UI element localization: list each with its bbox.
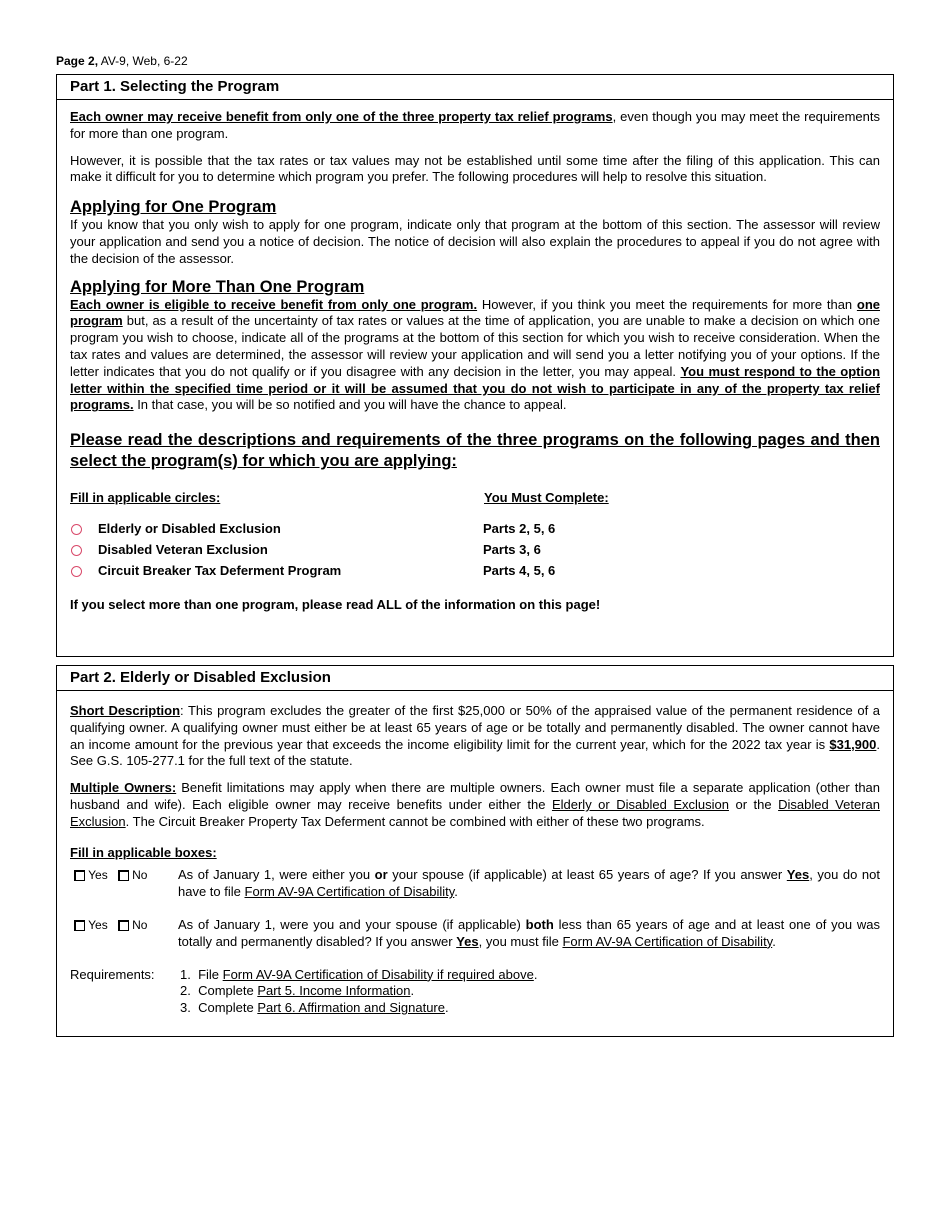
more-f: In that case, you will be so notified and you will have the chance to appeal. [133, 397, 567, 413]
one-program-text: If you know that you only wish to apply for one program, indicate only that program at the bottom of this section. The assessor will review your application and send you a notice of decision. The notice of decision will also explain the procedures to appeal if you do not agree with the decision of the assessor. [70, 217, 880, 266]
program-radio[interactable] [71, 524, 82, 535]
requirement-post: . [410, 983, 415, 999]
program-row [70, 520, 880, 541]
requirements-label: Requirements: [70, 966, 155, 982]
age-question-options [74, 867, 147, 884]
program-name: Disabled Veteran Exclusion [98, 542, 268, 558]
veteran-exclusion-link: Disabled Veteran Exclusion [70, 796, 880, 829]
program-columns-header [70, 490, 880, 510]
more-c: one program [70, 296, 881, 329]
part1-title: Part 1. Selecting the Program [57, 75, 893, 100]
q2-yes: Yes [456, 933, 479, 949]
part2-title: Part 2. Elderly or Disabled Exclusion [57, 666, 893, 691]
multiple-owners [70, 780, 880, 830]
q2-form-link: Form AV-9A Certification of Disability [562, 933, 773, 949]
requirement-link: Form AV-9A Certification of Disability if required above [222, 966, 534, 982]
q1-b: your spouse (if applicable) at least 65 years of age? If you answer [387, 867, 787, 883]
q1-yes: Yes [786, 867, 810, 883]
disability-no-checkbox[interactable] [118, 920, 129, 931]
part1-section [56, 74, 894, 657]
requirement-link: Part 6. Affirmation and Signature [257, 1000, 445, 1016]
form-id: AV-9, Web, 6-22 [100, 54, 188, 68]
heading-one-program: Applying for One Program [70, 198, 277, 217]
requirement-pre: File [198, 966, 223, 982]
multiple-owners-label: Multiple Owners: [70, 780, 177, 796]
disability-question-options [74, 917, 147, 934]
q2-c: , you must file [478, 933, 563, 949]
intro-bold: Each owner may receive benefit from only one of the three property tax relief programs [70, 109, 613, 124]
age-yes-checkbox[interactable] [74, 870, 85, 881]
income-limit-amount: $31,900 [829, 736, 877, 752]
disability-question [70, 917, 880, 951]
fill-circles-label: Fill in applicable circles: [70, 490, 221, 506]
age-question [70, 867, 880, 901]
more-programs-text [70, 297, 880, 415]
requirement-pre: Complete [198, 1000, 258, 1016]
q2-b: less than 65 years of age and at least one of you was totally and permanently disabled? If you answer [178, 916, 880, 949]
program-radio[interactable] [71, 566, 82, 577]
requirement-link: Part 5. Income Information [257, 983, 411, 999]
heading-more-programs: Applying for More Than One Program [70, 277, 365, 296]
requirement-item [180, 1000, 880, 1017]
program-list [70, 520, 880, 583]
no-label: No [132, 917, 148, 932]
program-name: Elderly or Disabled Exclusion [98, 521, 281, 537]
multiple-selection-note: If you select more than one program, please read ALL of the information on this page! [70, 597, 601, 613]
program-parts: Parts 2, 5, 6 [483, 521, 556, 537]
multiple-owners-c: . The Circuit Breaker Property Tax Deferment cannot be combined with either of these two programs. [125, 813, 705, 829]
instruction-heading: Please read the descriptions and requirements of the three programs on the following pages and then select the program(s) for which you are applying: [70, 431, 880, 471]
age-no-checkbox[interactable] [118, 870, 129, 881]
short-description-end: . See G.S. 105-277.1 for the full text of the statute. [70, 736, 880, 769]
q2-both: both [525, 916, 554, 932]
requirements [70, 967, 880, 1017]
q1-a: As of January 1, were either you [178, 867, 375, 883]
requirement-post: . [533, 966, 538, 982]
q1-c: , you do not have to file [178, 867, 880, 900]
part1-intro [70, 109, 880, 143]
q1-or: or [374, 867, 388, 883]
short-description-label: Short Description [70, 703, 181, 718]
requirement-number: 3. [180, 1000, 191, 1016]
more-d: but, as a result of the uncertainty of tax rates or values at the time of application, you are unable to make a decision on which one program you wish to choose, indicate all of the programs at the bottom of this section for which you wish to receive consideration. When the tax rates and values are determined, the assessor will review your application and will send you a letter notifying you of your options. If the letter indicates that you do not qualify or if you disagree with any decision in the letter, you may appeal. [70, 313, 880, 379]
program-row [70, 562, 880, 583]
multiple-owners-b: or the [728, 796, 779, 812]
q1-d: . [454, 884, 458, 900]
requirement-pre: Complete [198, 983, 258, 999]
page-number: Page 2, [56, 54, 99, 68]
must-complete-label: You Must Complete: [484, 490, 609, 506]
requirement-post: . [444, 1000, 449, 1016]
intro-rest: , even though you may meet the requirements for more than one program. [70, 109, 880, 141]
requirement-number: 2. [180, 983, 191, 999]
program-row [70, 541, 880, 562]
elderly-exclusion-link: Elderly or Disabled Exclusion [551, 796, 729, 812]
requirement-item [180, 967, 880, 984]
part1-p2: However, it is possible that the tax rates or tax values may not be established until some time after the filing of this application. This can make it difficult for you to determine which program you prefer. The following procedures will help to resolve this situation. [70, 152, 880, 185]
part2-section [56, 665, 894, 1037]
program-radio[interactable] [71, 545, 82, 556]
program-parts: Parts 3, 6 [483, 542, 541, 558]
age-question-text [178, 867, 880, 901]
yes-label: Yes [88, 868, 108, 883]
q1-form-link: Form AV-9A Certification of Disability [244, 884, 455, 900]
more-e: You must respond to the option letter within the specified time period or it will be assumed that you do not wish to participate in any of the property tax relief programs. [70, 363, 881, 413]
disability-question-text [178, 917, 880, 951]
short-description-text: : This program excludes the greater of the first $25,000 or 50% of the appraised value of the permanent residence of a qualifying owner. A qualifying owner must either be at least 65 years of age or be totally and permanently disabled. The owner cannot have an income amount for the previous year that exceeds the income eligibility limit for the current year, which for the 2022 tax year is [70, 703, 880, 752]
more-b: However, if you think you meet the requirements for more than [477, 296, 857, 312]
fill-boxes-label: Fill in applicable boxes: [70, 844, 217, 860]
requirement-number: 1. [180, 966, 191, 982]
program-name: Circuit Breaker Tax Deferment Program [98, 563, 342, 579]
requirements-list [180, 967, 880, 1017]
multiple-owners-a: Benefit limitations may apply when there are multiple owners. Each owner must file a separate application (other than husband and wife). Each eligible owner may receive benefits under either the [70, 780, 881, 812]
yes-label: Yes [88, 917, 108, 932]
short-description [70, 703, 880, 770]
q2-a: As of January 1, were you and your spouse (if applicable) [178, 916, 526, 932]
disability-yes-checkbox[interactable] [74, 920, 85, 931]
page-header [56, 54, 188, 68]
program-parts: Parts 4, 5, 6 [483, 563, 556, 579]
more-a: Each owner is eligible to receive benefit from only one program. [70, 296, 478, 312]
no-label: No [132, 868, 148, 883]
requirement-item [180, 983, 880, 1000]
q2-d: . [772, 933, 776, 949]
